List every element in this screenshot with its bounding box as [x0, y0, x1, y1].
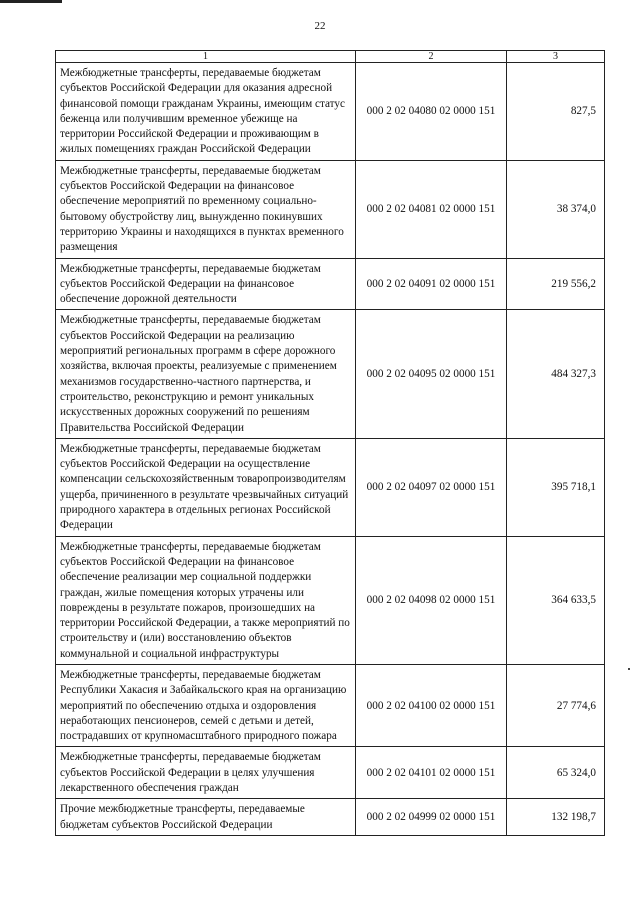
row-name: Межбюджетные трансферты, передаваемые бюджетам субъектов Российской Федерации на финансовое обеспечение дорожной деятельности	[56, 258, 356, 310]
header-row	[56, 51, 605, 63]
column-header: 2	[356, 51, 507, 63]
row-name: Межбюджетные трансферты, передаваемые бюджетам Республики Хакасия и Забайкальского края на организацию мероприятий по обеспечению отдыха и оздоровления неработающих пенсионеров, семей с детьми и детей, пострадавших от крупномасштабного природного пожара	[56, 664, 356, 746]
row-name: Межбюджетные трансферты, передаваемые бюджетам субъектов Российской Федерации для оказания адресной финансовой помощи гражданам Украины, имеющим статус беженца или получившим временное убежище на территории Российской Федерации и проживающим в жилых помещениях граждан Российской Федерации	[56, 63, 356, 161]
table-row	[56, 799, 605, 836]
column-header: 3	[507, 51, 605, 63]
row-name: Прочие межбюджетные трансферты, передаваемые бюджетам субъектов Российской Федерации	[56, 799, 356, 836]
row-code: 000 2 02 04080 02 0000 151	[356, 63, 507, 161]
budget-table	[55, 50, 605, 836]
row-name: Межбюджетные трансферты, передаваемые бюджетам субъектов Российской Федерации в целях улучшения лекарственного обеспечения граждан	[56, 747, 356, 799]
row-amount: 827,5	[507, 63, 605, 161]
row-amount: 132 198,7	[507, 799, 605, 836]
row-name: Межбюджетные трансферты, передаваемые бюджетам субъектов Российской Федерации на финансовое обеспечение реализации мер социальной поддержки граждан, жилые помещения которых утрачены или повреждены в результате пожаров, произошедших на территории Российской Федерации, а также мероприятий по строительству и (или) восстановлению объектов коммунальной и социальной инфраструктуры	[56, 536, 356, 664]
row-amount: 65 324,0	[507, 747, 605, 799]
row-code: 000 2 02 04098 02 0000 151	[356, 536, 507, 664]
row-code: 000 2 02 04999 02 0000 151	[356, 799, 507, 836]
row-name: Межбюджетные трансферты, передаваемые бюджетам субъектов Российской Федерации на осуществление компенсации сельскохозяйственным товаропроизводителям ущерба, причиненного в результате чрезвычайных ситуаций природного характера в отдельных регионах Российской Федерации	[56, 438, 356, 536]
column-header: 1	[56, 51, 356, 63]
row-amount: 364 633,5	[507, 536, 605, 664]
table-row	[56, 438, 605, 536]
row-name: Межбюджетные трансферты, передаваемые бюджетам субъектов Российской Федерации на финансовое обеспечение мероприятий по временному социально-бытовому обустройству лиц, вынужденно покинувших территорию Украины и находящихся в пунктах временного размещения	[56, 160, 356, 258]
table-row	[56, 664, 605, 746]
row-amount: 38 374,0	[507, 160, 605, 258]
row-amount: 395 718,1	[507, 438, 605, 536]
row-name: Межбюджетные трансферты, передаваемые бюджетам субъектов Российской Федерации на реализацию мероприятий региональных программ в сфере дорожного хозяйства, включая проекты, реализуемые с применением механизмов государственно-частного партнерства, и строительство, реконструкцию и ремонт уникальных искусственных дорожных сооружений по решениям Правительства Российской Федерации	[56, 310, 356, 438]
row-code: 000 2 02 04101 02 0000 151	[356, 747, 507, 799]
row-amount: 484 327,3	[507, 310, 605, 438]
page-number: 22	[314, 20, 326, 32]
top-rule	[0, 0, 62, 3]
table-row	[56, 536, 605, 664]
margin-mark	[628, 668, 630, 670]
row-code: 000 2 02 04097 02 0000 151	[356, 438, 507, 536]
table-row	[56, 160, 605, 258]
table-row	[56, 310, 605, 438]
table-row	[56, 63, 605, 161]
row-amount: 27 774,6	[507, 664, 605, 746]
row-code: 000 2 02 04091 02 0000 151	[356, 258, 507, 310]
row-code: 000 2 02 04095 02 0000 151	[356, 310, 507, 438]
row-code: 000 2 02 04081 02 0000 151	[356, 160, 507, 258]
table-row	[56, 747, 605, 799]
table-row	[56, 258, 605, 310]
row-amount: 219 556,2	[507, 258, 605, 310]
row-code: 000 2 02 04100 02 0000 151	[356, 664, 507, 746]
